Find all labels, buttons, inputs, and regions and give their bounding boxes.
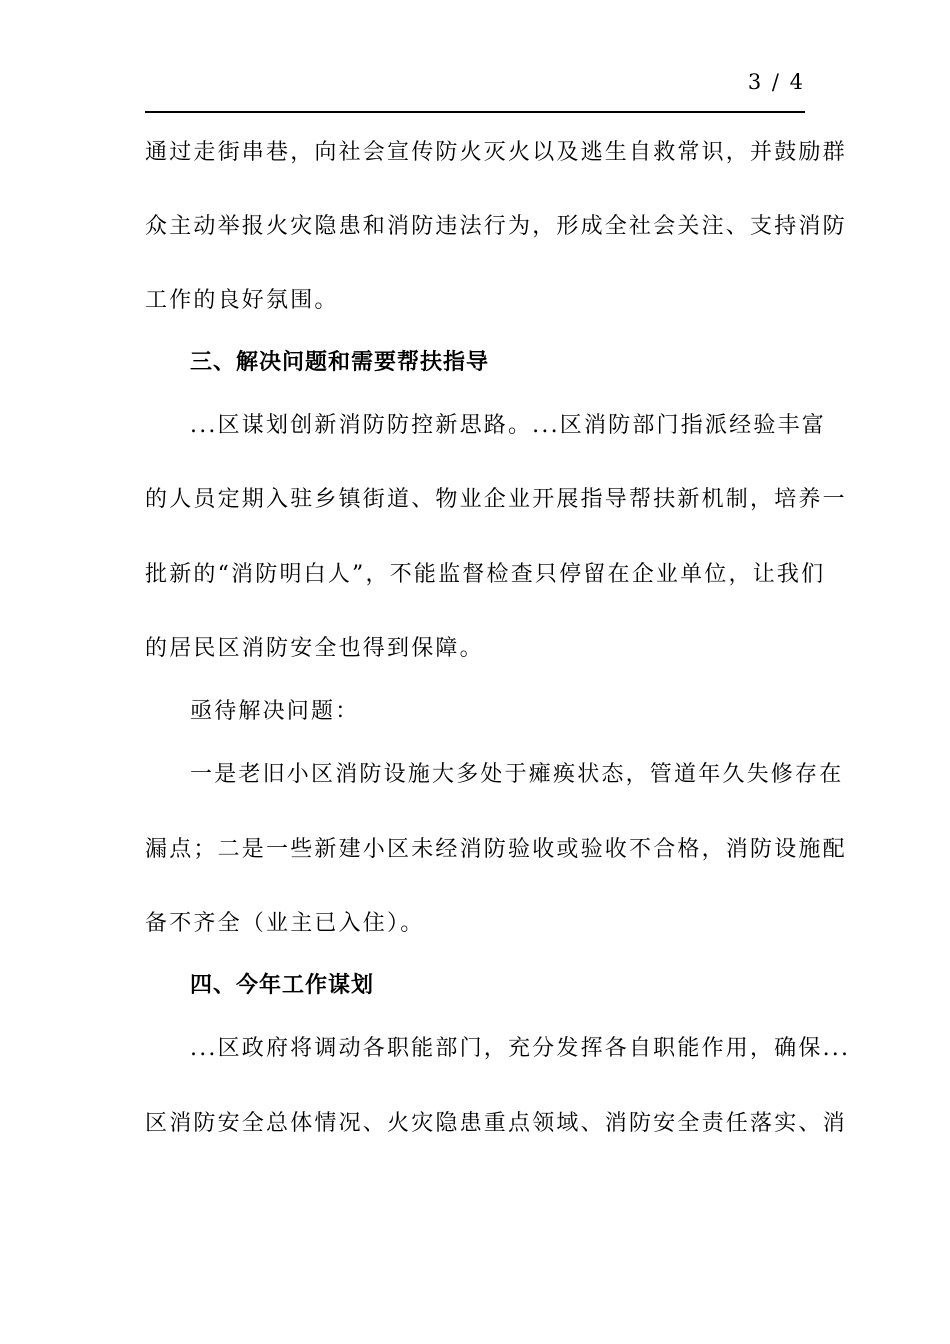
body-text-line: 工作的良好氛围。 [145, 288, 339, 313]
body-text-line: ...区谋划创新消防防控新思路。...区消防部门指派经验丰富 [190, 413, 826, 438]
body-text-line: 一是老旧小区消防设施大多处于瘫痪状态，管道年久失修存在 [190, 762, 844, 787]
section-heading: 四、今年工作谋划 [190, 973, 375, 998]
body-text-line: 的人员定期入驻乡镇街道、物业企业开展指导帮扶新机制，培养一 [145, 487, 847, 512]
section-heading: 三、解决问题和需要帮扶指导 [190, 350, 490, 375]
body-text-line: 众主动举报火灾隐患和消防违法行为，形成全社会关注、支持消防 [145, 214, 847, 239]
body-text-line: 备不齐全（业主已入住）。 [145, 911, 425, 936]
body-text-line: 区消防安全总体情况、火灾隐患重点领域、消防安全责任落实、消 [145, 1111, 847, 1136]
body-text-line: 批新的“消防明白人”，不能监督检查只停留在企业单位，让我们 [145, 562, 826, 587]
body-text-line: 亟待解决问题： [190, 699, 360, 724]
body-text-line: 通过走街串巷，向社会宣传防火灭火以及逃生自救常识，并鼓励群 [145, 140, 847, 165]
header-rule [145, 111, 805, 113]
body-text-line: 的居民区消防安全也得到保障。 [145, 636, 484, 661]
page-number: 3 / 4 [747, 70, 805, 94]
body-text-line: ...区政府将调动各职能部门，充分发挥各自职能作用，确保... [190, 1036, 851, 1061]
body-text-line: 漏点；二是一些新建小区未经消防验收或验收不合格，消防设施配 [145, 837, 847, 862]
